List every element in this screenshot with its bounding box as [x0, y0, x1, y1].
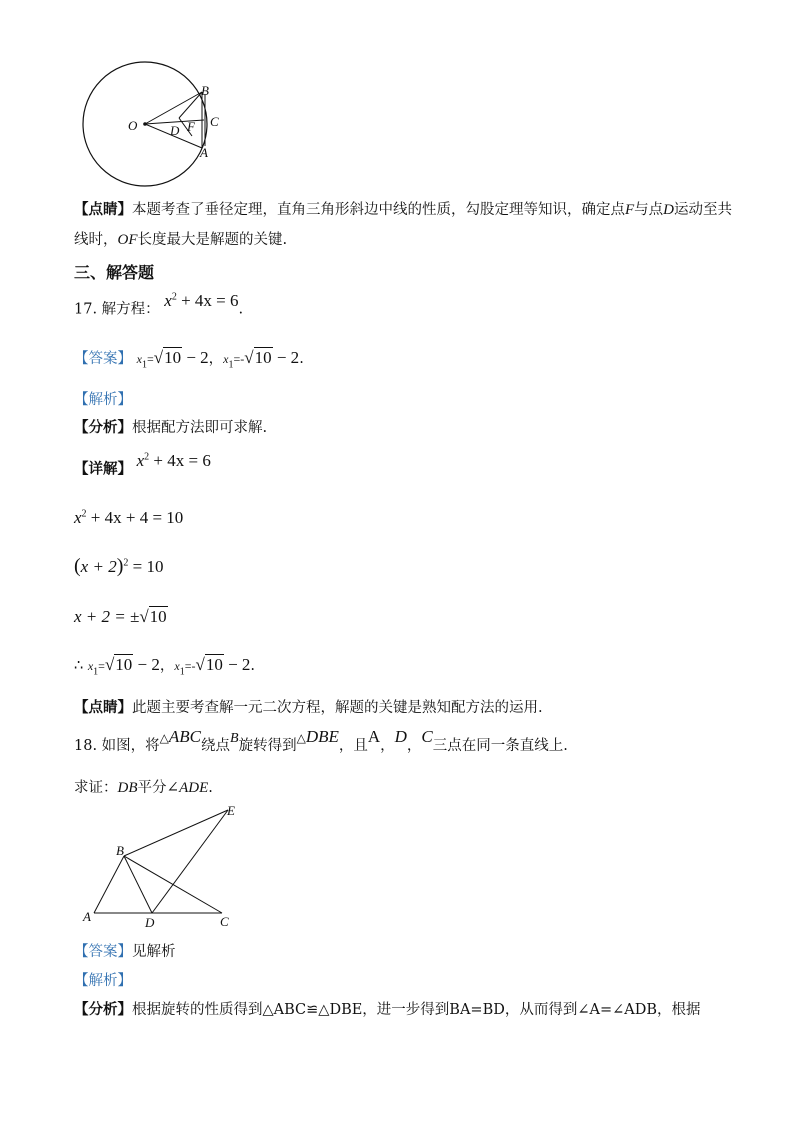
q17-analysis: 【分析】根据配方法即可求解. — [74, 419, 268, 436]
comment-16-line2: 线时，OF长度最大是解题的关键. — [74, 232, 288, 248]
q17-question: 17. 解方程： $x^2 + 4x = 6$. — [74, 290, 244, 318]
q17-step2: $x^2 + 4x + 4 = 10$ — [74, 508, 184, 527]
circle-figure — [80, 60, 230, 200]
triangle-figure — [80, 800, 250, 930]
label-D: D — [170, 123, 180, 138]
label-O: O — [128, 118, 138, 133]
section-title: 三、解答题 — [74, 263, 155, 282]
q17-detail: 【详解】 $x^2 + 4x = 6$ — [74, 450, 211, 478]
label-B: B — [201, 83, 209, 98]
q17-step4: x + 2 = ±√10 — [74, 607, 167, 626]
tri-label-A: A — [83, 909, 91, 924]
q17-step3: $(x + 2)^2 = 10$ — [74, 555, 164, 577]
q18-analysis: 【分析】根据旋转的性质得到△ABC≌△DBE，进一步得到BA=BD，从而得到∠A=∠ADB，根据 — [74, 1001, 701, 1018]
tri-label-B: B — [116, 843, 124, 858]
q18-jiexi-tag: 【解析】 — [74, 973, 132, 989]
q17-step5: ∴ $x_1=√10 - 2$，$x_1=-√10 - 2$. — [74, 655, 256, 678]
q17-comment: 【点睛】此题主要考查解一元二次方程，解题的关键是熟知配方法的运用. — [74, 699, 543, 716]
tri-label-D: D — [145, 915, 155, 930]
q17-jiexi-tag: 【解析】 — [74, 392, 132, 408]
comment-16-line1: 【点睛】本题考查了垂径定理，直角三角形斜边中线的性质，勾股定理等知识，确定点F与点D运动至共 — [74, 201, 733, 218]
tri-label-E: E — [227, 803, 235, 818]
q18-answer: 【答案】见解析 — [74, 944, 176, 960]
label-F: F — [187, 119, 195, 134]
q18-prove: 求证：DB平分∠ADE. — [74, 780, 213, 796]
label-C: C — [210, 114, 219, 129]
q17-answer: 【答案】 $x_1=√10 - 2$，$x_1=-√10 - 2$. — [74, 348, 304, 371]
q18-question: 18. 如图，将△ABC绕点B旋转得到△DBE，且A，D，C三点在同一条直线上. — [74, 727, 568, 754]
tri-label-C: C — [220, 914, 229, 929]
label-A: A — [200, 145, 208, 160]
